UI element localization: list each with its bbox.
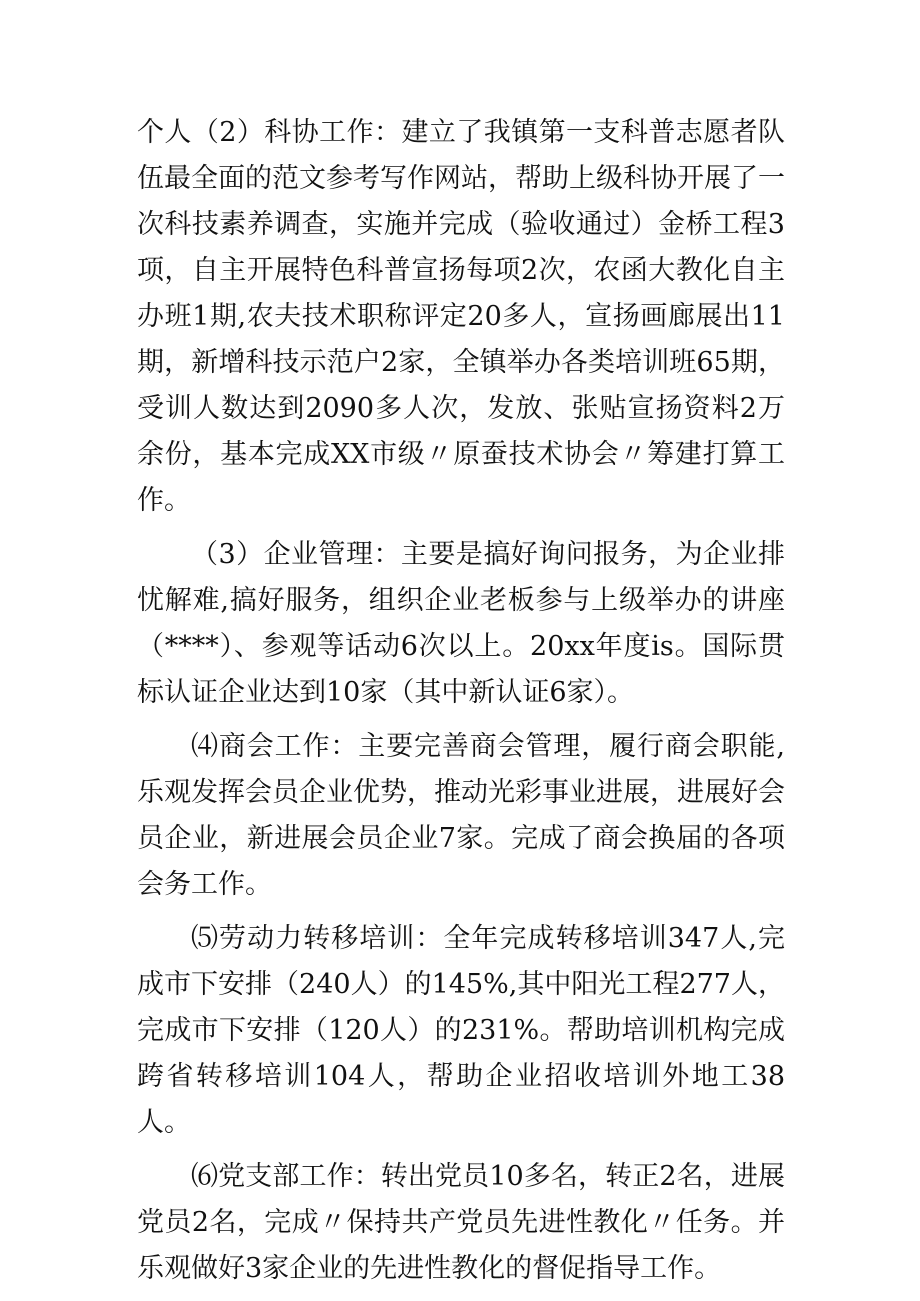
paragraph-chamber-of-commerce: ⑷商会工作：主要完善商会管理，履行商会职能,乐观发挥会员企业优势，推动光彩事业进展，进展好会员企业，新进展会员企业7家。完成了商会换届的各项会务工作。 (137, 731, 785, 900)
paragraph-enterprise-management: （3）企业管理：主要是搞好询问报务，为企业排忧解难,搞好服务，组织企业老板参与上级举办的讲座（****）、参观等话动6次以上。20xx年度is。国际贯标认证企业达到10家（其中新认证6家）。 (137, 539, 785, 708)
document-body (137, 110, 785, 1292)
paragraph-science-association: 个人（2）科协工作：建立了我镇第一支科普志愿者队伍最全面的范文参考写作网站，帮助上级科协开展了一次科技素养调查，实施并完成（验收通过）金桥工程3项，自主开展特色科普宣扬每项2次，农函大教化自主办班1期,农夫技术职称评定20多人，宣扬画廊展出11期，新增科技示范户2家，全镇举办各类培训班65期，受训人数达到2090多人次，发放、张贴宣扬资料2万余份，基本完成XX市级〃原蚕技术协会〃筹建打算工作。 (137, 117, 785, 516)
paragraph-party-branch: ⑹党支部工作：转出党员10多名，转正2名，进展党员2名，完成〃保持共产党员先进性教化〃任务。并乐观做好3家企业的先进性教化的督促指导工作。 (137, 1161, 785, 1284)
paragraph-labor-transfer-training: ⑸劳动力转移培训：全年完成转移培训347人,完成市下安排（240人）的145%,其中阳光工程277人，完成市下安排（120人）的231%。帮助培训机构完成跨省转移培训104人，帮助企业招收培训外地工38人。 (137, 923, 785, 1138)
